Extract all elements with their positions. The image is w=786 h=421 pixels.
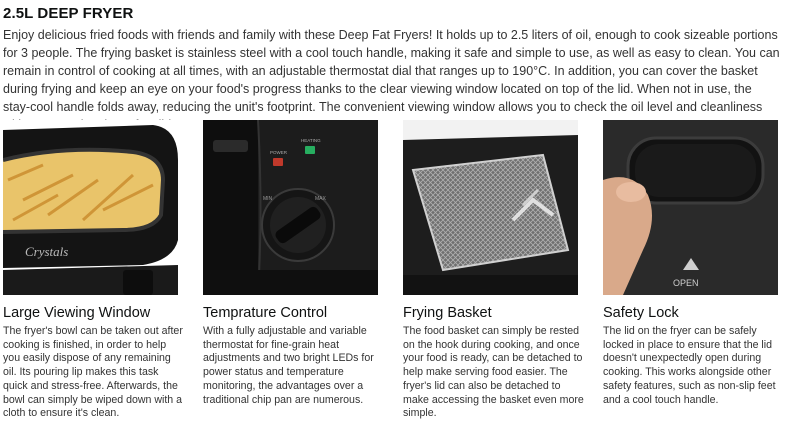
feature-text: With a fully adjustable and variable thermostat for fine-grain heat adjustments and two bright LEDs for power status and temperature monitoring, the advantages over a traditional chip pan are numerous. bbox=[203, 325, 374, 406]
product-description: Enjoy delicious fried foods with friends and family with these Deep Fat Fryers! It holds up to 2.5 liters of oil, enough to cook sizeable portions for 3 people. The frying basket is stainless steel with a cool touch handle, making it safe and simple to use, as well as easy to clean. You can remain in control of cooking at all times, with an adjustable thermostat dial that ranges up to 190°C. In addition, you can cover the basket during frying and keep an eye on your food's progress thanks to the clear viewing window located on top of the lid. When not in use, the stay-cool handle folds away, reducing the unit's footprint. The convenient viewing window allows you to check the oil level and cleanliness bbox=[3, 28, 780, 114]
feature-card-safety-lock bbox=[603, 120, 785, 406]
dial-max-label: MAX bbox=[315, 196, 326, 202]
feature-text: The food basket can simply be rested on the hook during cooking, and once your food is ready, can be detached to help make serving food easier. The fryer's lid can also be detached to make accessing the basket even more simple. bbox=[403, 325, 584, 420]
feature-card-temperature bbox=[203, 120, 385, 406]
feature-text: The lid on the fryer can be safely locked in place to ensure that the lid doesn't unexpectedly open during cooking. This works alongside other safety features, such as non-slip feet and a cool touch handle. bbox=[603, 325, 776, 406]
feature-card-basket bbox=[403, 120, 585, 420]
heating-led-label: HEATING bbox=[301, 138, 321, 143]
feature-title: Safety Lock bbox=[603, 305, 679, 321]
safety-lock-image bbox=[603, 120, 778, 295]
feature-text: The fryer's bowl can be taken out after cooking is finished, in order to help you easily dispose of any remaining oil. Its pouring lip makes this task quick and stress-free. Afterwards, the bowl can simply be wiped down with a cloth to ensure it's clean. bbox=[3, 325, 183, 420]
feature-title: Frying Basket bbox=[403, 305, 492, 321]
power-led-label: POWER bbox=[270, 150, 288, 155]
page-heading: 2.5L DEEP FRYER bbox=[3, 5, 134, 22]
feature-title: Large Viewing Window bbox=[3, 305, 151, 321]
open-button-label: OPEN bbox=[673, 278, 699, 288]
fryer-window-image bbox=[3, 120, 178, 295]
dial-min-label: MIN bbox=[263, 196, 273, 202]
thermostat-image bbox=[203, 120, 378, 295]
brand-logo: Crystals bbox=[25, 244, 69, 259]
frying-basket-image bbox=[403, 120, 578, 295]
feature-title: Temprature Control bbox=[203, 305, 328, 321]
feature-card-viewing-window bbox=[3, 120, 185, 420]
